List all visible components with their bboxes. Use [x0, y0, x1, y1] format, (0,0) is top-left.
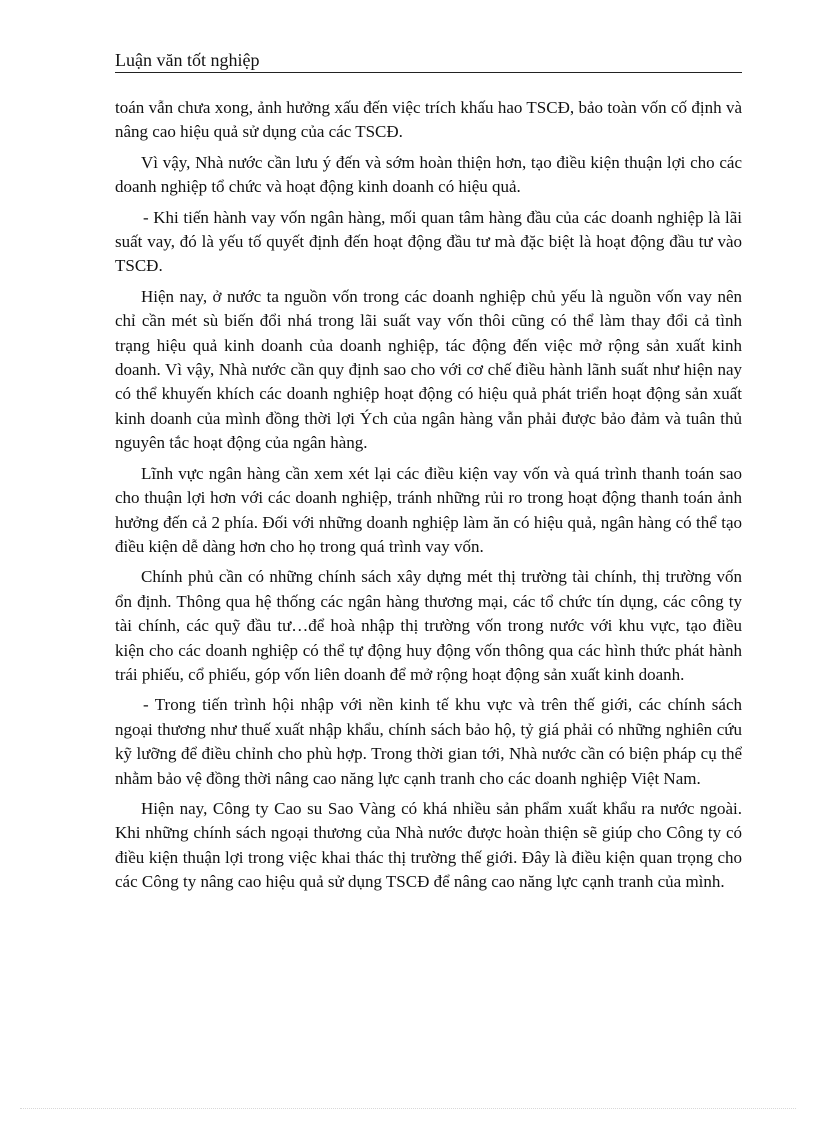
body-paragraph-2: Vì vậy, Nhà nước cần lưu ý đến và sớm hoàn thiện hơn, tạo điều kiện thuận lợi cho các doanh nghiệp tổ chức và hoạt động kinh doanh có hiệu quả.: [115, 152, 742, 197]
body-paragraph-6: Chính phủ cần có những chính sách xây dựng mét thị trường tài chính, thị trường vốn ổn định. Thông qua hệ thống các ngân hàng thương mại, các tổ chức tín dụng, các công ty tài chính, các quỹ đầu tư…để hoà nhập thị trường vốn trong nước với khu vực, tạo điều kiện cho các doanh nghiệp có thể tự động huy động vốn thông qua các hình thức phát hành trái phiếu, cổ phiếu, góp vốn liên doanh để mở rộng hoạt động sản xuất kinh doanh.: [115, 567, 742, 684]
body-paragraph-4: Hiện nay, ở nước ta nguồn vốn trong các doanh nghiệp chủ yếu là nguồn vốn vay nên chỉ cần mét sù biến đổi nhá trong lãi suất vay vốn thôi cũng có thể làm thay đổi cả tình trạng hiệu quả kinh doanh của doanh nghiệp, tác động đến việc mở rộng sản xuất kinh doanh. Vì vậy, Nhà nước cần quy định sao cho với cơ chế điều hành lãnh suất như hiện nay có thể khuyến khích các doanh nghiệp hoạt động có hiệu quả phát triển hoạt động sản xuất kinh doanh của mình đồng thời lợi Ých của ngân hàng vẫn phải được bảo đảm và tuân thủ nguyên tắc hoạt động của ngân hàng.: [115, 286, 742, 453]
body-paragraph-1: toán vẫn chưa xong, ảnh hưởng xấu đến việc trích khấu hao TSCĐ, bảo toàn vốn cố định và nâng cao hiệu quả sử dụng của các TSCĐ.: [115, 98, 742, 142]
page-header-title: Luận văn tốt nghiệp: [115, 50, 260, 70]
page-footer-rule: [20, 1108, 796, 1109]
page-header: [115, 48, 742, 73]
page-body: [115, 96, 742, 901]
body-paragraph-7: - Trong tiến trình hội nhập với nền kinh tế khu vực và trên thế giới, các chính sách ngoại thương như thuế xuất nhập khẩu, chính sách bảo hộ, tỷ giá phải có những nghiên cứu kỹ lưỡng để điều chỉnh cho phù hợp. Trong thời gian tới, Nhà nước cần có biện pháp cụ thể nhằm bảo vệ đồng thời nâng cao năng lực cạnh tranh cho các doanh nghiệp Việt Nam.: [115, 695, 742, 788]
body-paragraph-3: - Khi tiến hành vay vốn ngân hàng, mối quan tâm hàng đầu của các doanh nghiệp là lãi suất vay, đó là yếu tố quyết định đến hoạt động đầu tư mà đặc biệt là hoạt động đầu tư vào TSCĐ.: [115, 207, 742, 276]
body-paragraph-8: Hiện nay, Công ty Cao su Sao Vàng có khá nhiều sản phẩm xuất khẩu ra nước ngoài. Khi những chính sách ngoại thương của Nhà nước được hoàn thiện sẽ giúp cho Công ty có điều kiện thuận lợi trong việc khai thác thị trường thế giới. Đây là điều kiện quan trọng cho các Công ty nâng cao hiệu quả sử dụng TSCĐ để nâng cao năng lực cạnh tranh của mình.: [115, 798, 742, 892]
body-paragraph-5: Lĩnh vực ngân hàng cần xem xét lại các điều kiện vay vốn và quá trình thanh toán sao cho thuận lợi hơn với các doanh nghiệp, tránh những rủi ro trong hoạt động thanh toán ảnh hưởng đến cả 2 phía. Đối với những doanh nghiệp làm ăn có hiệu quả, ngân hàng có thể tạo điều kiện dễ dàng hơn cho họ trong quá trình vay vốn.: [115, 463, 742, 556]
